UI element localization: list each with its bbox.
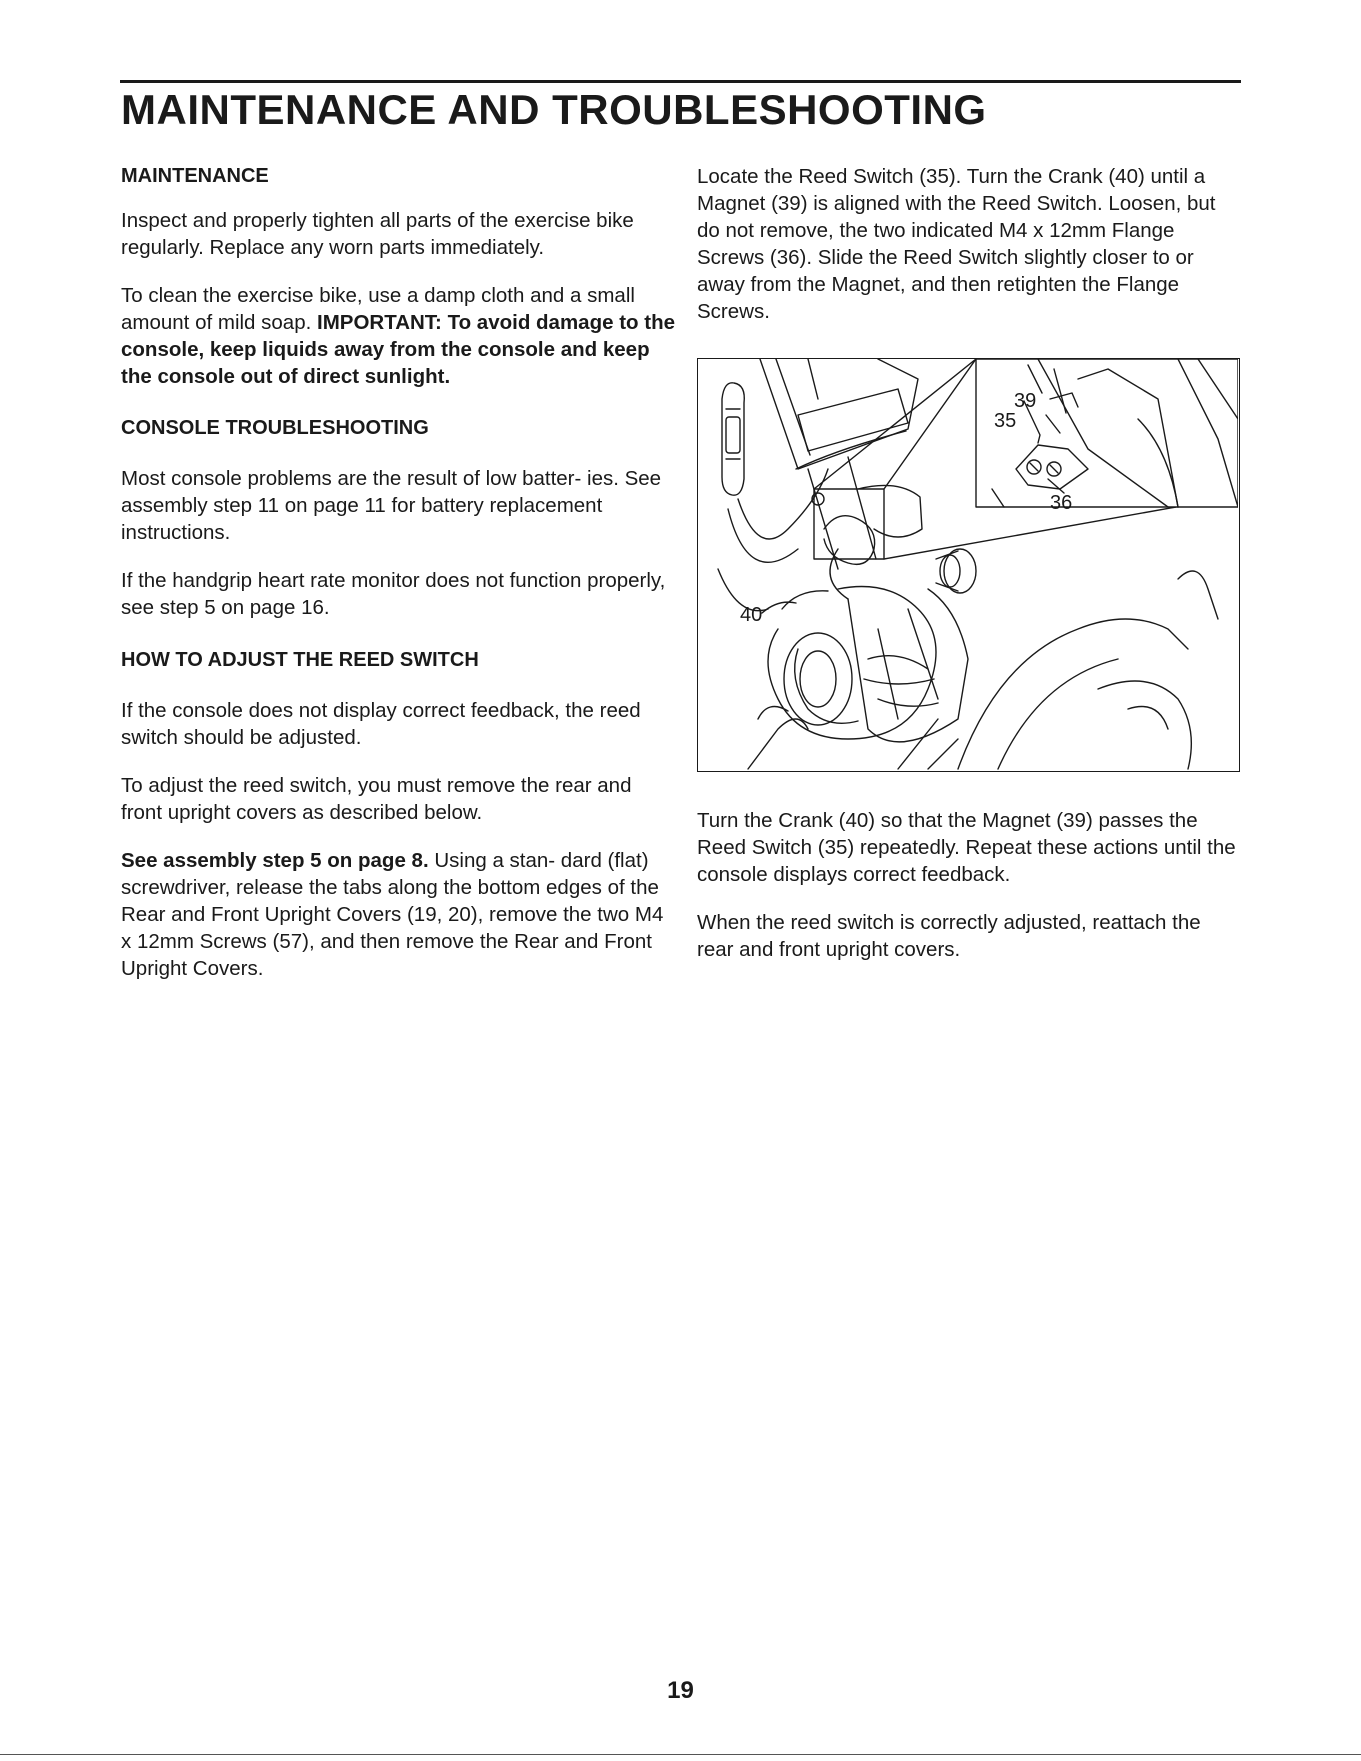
right-paragraph-1: Locate the Reed Switch (35). Turn the Crank (40) until a Magnet (39) is aligned with the Reed Switch. Loosen, but do not remove, the two indicated M4 x 12mm Flange Screws (36). Slide the Reed Switch slightly closer to or away from the Magnet, and then retighten the Flange Screws. [697,165,1216,323]
console-troubleshooting-heading: CONSOLE TROUBLESHOOTING [121,417,429,439]
console-paragraph-1: Most console problems are the result of low batter- ies. See assembly step 11 on page 11 for battery replacement instructions. [121,467,662,544]
left-column [121,163,676,982]
bottom-rule [0,1754,1361,1755]
callout-40: 40 [740,604,763,626]
page-title: MAINTENANCE AND TROUBLESHOOTING [121,86,987,133]
right-column-lower [697,807,1242,963]
callout-35: 35 [994,410,1017,432]
reed-switch-heading: HOW TO ADJUST THE REED SWITCH [121,649,479,671]
right-paragraph-3: When the reed switch is correctly adjusted, reattach the rear and front upright covers. [697,911,1201,961]
reed-paragraph-1: If the console does not display correct feedback, the reed switch should be adjusted. [121,699,641,749]
page-number: 19 [667,1677,694,1704]
assembly-step-reference: See assembly step 5 on page 8. [121,849,429,872]
title-rule [120,80,1241,83]
console-paragraph-2: If the handgrip heart rate monitor does not function properly, see step 5 on page 16. [121,569,666,619]
reed-switch-illustration [697,358,1240,772]
callout-39: 39 [1014,390,1037,412]
right-paragraph-2: Turn the Crank (40) so that the Magnet (39) passes the Reed Switch (35) repeatedly. Repeat these actions until the console displays correct feedback. [697,809,1236,886]
right-column [697,163,1242,325]
reed-paragraph-2: To adjust the reed switch, you must remove the rear and front upright covers as described below. [121,774,632,824]
maintenance-important-note: IMPORTANT: To avoid damage to the console, keep liquids away from the console and keep the console out of direct sunlight. [121,311,675,388]
reed-switch-drawing [698,359,1238,770]
maintenance-paragraph-1: Inspect and properly tighten all parts of the exercise bike regularly. Replace any worn parts immediately. [121,209,634,259]
reed-paragraph-3-text: Using a stan- dard (flat) screwdriver, release the tabs along the bottom edges of the Rear and Front Upright Covers (19, 20), remove the two M4 x 12mm Screws (57), and then remove the Rear and Front Upright Covers. [121,849,664,980]
maintenance-paragraph-2 [121,282,676,390]
maintenance-paragraph-2-text: To clean the exercise bike, use a damp cloth and a small amount of mild soap. [121,284,635,334]
callout-36: 36 [1050,492,1073,514]
maintenance-heading: MAINTENANCE [121,165,269,187]
reed-paragraph-3 [121,847,676,982]
